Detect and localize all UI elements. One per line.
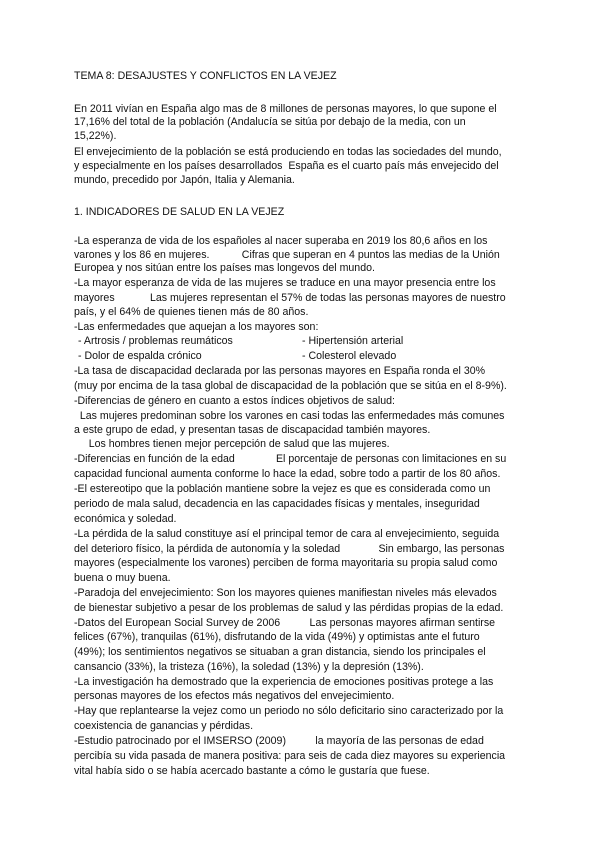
disease-item: - Hipertensión arterial	[302, 335, 404, 347]
body-line: -Paradoja del envejecimiento: Son los mayores quienes manifiestan niveles más elevados	[74, 587, 497, 599]
disease-item: - Dolor de espalda crónico	[78, 350, 202, 362]
body-line: percibía su vida pasada de manera positiva: para seis de cada diez mayores su experiencia	[74, 750, 506, 762]
body-line: económica y soledad.	[74, 513, 177, 525]
body-line: del deterioro físico, la pérdida de autonomía y la soledad Sin embargo, las personas	[74, 543, 505, 555]
body-line: -La investigación ha demostrado que la experiencia de emociones positivas protege a las	[74, 676, 494, 688]
body-line: a este grupo de edad, y presentan tasas de discapacidad también mayores.	[74, 424, 431, 436]
body-line: -Las enfermedades que aquejan a los mayores son:	[74, 321, 319, 333]
intro-line: En 2011 vivían en España algo mas de 8 millones de personas mayores, lo que supone el	[74, 103, 497, 115]
body-line: -La pérdida de la salud constituye así el principal temor de cara al envejecimiento, seguida	[74, 528, 500, 540]
body-line: (muy por encima de la tasa global de discapacidad de la población que se sitúa en el 8-9%).	[74, 380, 507, 392]
body-line: capacidad funcional aumenta conforme lo hace la edad, sobre todo a partir de los 80 años.	[74, 468, 501, 480]
body-line: Las mujeres predominan sobre los varones en casi todas las enfermedades más comunes	[74, 410, 505, 422]
intro-line: El envejecimiento de la población se está produciendo en todas las sociedades del mundo,	[74, 146, 502, 158]
intro-line: 17,16% del total de la población (Andalucía se sitúa por debajo de la media, con un	[74, 116, 466, 128]
section-heading: 1. INDICADORES DE SALUD EN LA VEJEZ	[74, 206, 285, 218]
disease-item: - Artrosis / problemas reumáticos	[78, 335, 233, 347]
body-line: -La tasa de discapacidad declarada por las personas mayores en España ronda el 30%	[74, 365, 486, 377]
body-line: -Datos del European Social Survey de 2006 Las personas mayores afirman sentirse	[74, 617, 496, 629]
body-line: mayores (especialmente los varones) perciben de forma mayoritaria su propia salud como	[74, 557, 498, 569]
body-line: -El estereotipo que la población mantiene sobre la vejez es que es considerada como un	[74, 483, 491, 495]
body-line: -La mayor esperanza de vida de las mujeres se traduce en una mayor presencia entre los	[74, 277, 496, 289]
body-line: felices (67%), tranquilas (61%), disfrutando de la vida (49%) y optimistas ante el futuro	[74, 631, 480, 643]
body-line: mayores Las mujeres representan el 57% de todas las personas mayores de nuestro	[74, 292, 506, 304]
body-line: vital había sido o se había acercado bastante a cómo le gustaría que fuese.	[74, 765, 430, 777]
body-line: país, y el 64% de quienes tienen más de 80 años.	[74, 306, 309, 318]
body-line: buena o muy buena.	[74, 572, 171, 584]
body-line: coexistencia de ganancias y pérdidas.	[74, 720, 254, 732]
body-line: de bienestar subjetivo a pesar de los problemas de salud y las pérdidas propias de la edad.	[74, 602, 504, 614]
body-line: -Hay que replantearse la vejez como un periodo no sólo deficitario sino caracterizado por la	[74, 705, 504, 717]
intro-line: mundo, precedido por Japón, Italia y Alemania.	[74, 174, 295, 186]
body-line: periodo de mala salud, decadencia en las capacidades físicas y mentales, inseguridad	[74, 498, 480, 510]
intro-line: 15,22%).	[74, 130, 117, 142]
disease-item: - Colesterol elevado	[302, 350, 397, 362]
body-line: Europea y nos sitúan entre los países mas longevos del mundo.	[74, 262, 375, 274]
document-title: TEMA 8: DESAJUSTES Y CONFLICTOS EN LA VEJEZ	[74, 70, 337, 82]
body-line: -Diferencias de género en cuanto a estos índices objetivos de salud:	[74, 395, 395, 407]
body-line: cansancio (33%), la tristeza (16%), la soledad (13%) y la depresión (13%).	[74, 661, 424, 673]
body-line: -Estudio patrocinado por el IMSERSO (2009) la mayoría de las personas de edad	[74, 735, 484, 747]
intro-line: y especialmente en los países desarrollados España es el cuarto país más envejecido del	[74, 160, 499, 172]
body-line: varones y los 86 en mujeres. Cifras que superan en 4 puntos las medias de la Unión	[74, 249, 500, 261]
body-line: -La esperanza de vida de los españoles al nacer superaba en 2019 los 80,6 años en los	[74, 235, 488, 247]
body-line: (49%); los sentimientos negativos se situaban a gran distancia, siendo los principales el	[74, 646, 486, 658]
body-line: Los hombres tienen mejor percepción de salud que las mujeres.	[74, 438, 390, 450]
body-line: personas mayores de los efectos más negativos del envejecimiento.	[74, 690, 395, 702]
body-line: -Diferencias en función de la edad El porcentaje de personas con limitaciones en su	[74, 453, 507, 465]
